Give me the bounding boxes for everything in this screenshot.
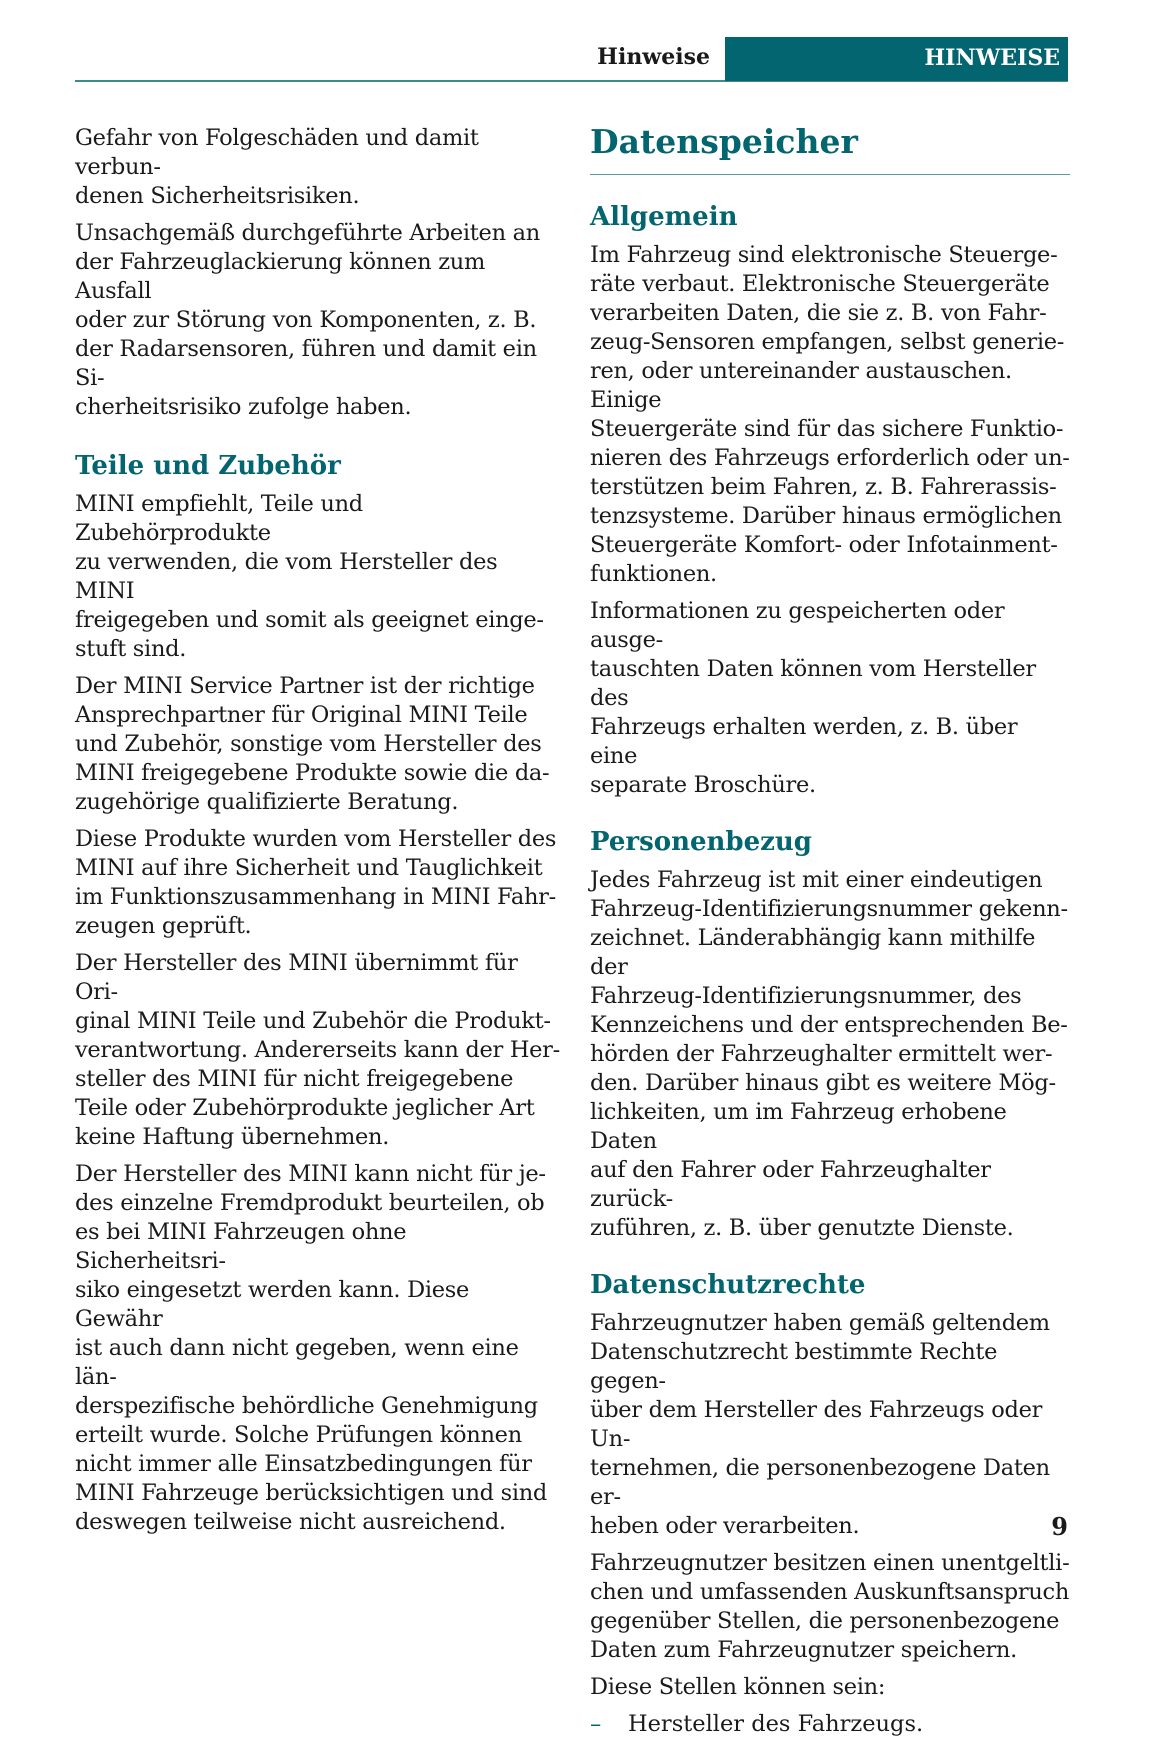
paragraph: Diese Stellen können sein: — [590, 1674, 886, 1700]
right-column — [590, 120, 1070, 1739]
page-number: 9 — [1051, 1512, 1068, 1541]
section-heading-personenbezug: Personenbezug — [590, 827, 812, 857]
list-item — [590, 1710, 1070, 1739]
header-chapter-tab — [725, 37, 1068, 81]
section-heading-datenschutzrechte: Datenschutzrechte — [590, 1270, 866, 1300]
section-heading-allgemein: Allgemein — [590, 202, 738, 232]
left-column — [75, 124, 560, 1545]
paragraph: Der Hersteller des MINI übernimmt für Ori- ginal MINI Teile und Zubehör die Produkt- verantwortung. Andererseits kann der Her- steller des MINI für nicht freigegebene Teile oder Zubehörprodukte jeglicher Art keine Haftung übernehmen. — [75, 950, 560, 1150]
paragraph: Der MINI Service Partner ist der richtige Ansprechpartner für Original MINI Teile und Zubehör, sonstige vom Hersteller des MINI freigegebene Produkte sowie die da- zugehörige qualifizierte Beratung. — [75, 673, 550, 815]
paragraph: Jedes Fahrzeug ist mit einer eindeutigen Fahrzeug-Identifizierungsnummer gekenn- zeichnet. Länderabhängig kann mithilfe der Fahrzeug-Identifizierungsnummer, des Kennzeichens und der entsprechenden Be- hörden der Fahrzeughalter ermittelt wer- den. Darüber hinaus gibt es weitere Mög- lichkeiten, um im Fahrzeug erhobene Daten auf den Fahrer oder Fahrzeughalter zurück- zuführen, z. B. über genutzte Dienste. — [590, 867, 1068, 1241]
paragraph: Gefahr von Folgeschäden und damit verbun- denen Sicherheitsrisiken. — [75, 125, 479, 209]
paragraph: Der Hersteller des MINI kann nicht für je- des einzelne Fremdprodukt beurteilen, ob es bei MINI Fahrzeugen ohne Sicherheitsri- siko eingesetzt werden kann. Diese Gewähr ist auch dann nicht gegeben, wenn eine län- derspezifische behördliche Genehmigung erteilt wurde. Solche Prüfungen können nicht immer alle Einsatzbedingungen für MINI Fahrzeuge berücksichtigen und sind deswegen teilweise nicht ausreichend. — [75, 1161, 548, 1535]
header-chapter-title: HINWEISE — [924, 45, 1060, 71]
dash-bullet-icon: – — [590, 1711, 602, 1737]
section-heading-teile: Teile und Zubehör — [75, 451, 341, 481]
paragraph: Im Fahrzeug sind elektronische Steuerge- räte verbaut. Elektronische Steuergeräte verarbeiten Daten, die sie z. B. von Fahr- zeug-Sensoren empfangen, selbst generie- ren, oder untereinander austauschen. Einige Steuergeräte sind für das sichere Funktio- nieren des Fahrzeugs erforderlich oder un- terstützen beim Fahren, z. B. Fahrerassis- tenzsysteme. Darüber hinaus ermöglichen Steuergeräte Komfort- oder Infotainment- funktionen. — [590, 242, 1070, 587]
paragraph: MINI empfiehlt, Teile und Zubehörprodukte zu verwenden, die vom Hersteller des MINI freigegeben und somit als geeignet einge- stuft sind. — [75, 491, 544, 662]
paragraph: Fahrzeugnutzer haben gemäß geltendem Datenschutzrecht bestimmte Rechte gegen- über dem Hersteller des Fahrzeugs oder Un- ternehmen, die personenbezogene Daten er- heben oder verarbeiten. — [590, 1310, 1050, 1539]
list-item-text: Hersteller des Fahrzeugs. — [628, 1711, 924, 1737]
paragraph: Unsachgemäß durchgeführte Arbeiten an der Fahrzeuglackierung können zum Ausfall oder zur Störung von Komponenten, z. B. der Radarsensoren, führen und damit ein Si- cherheitsrisiko zufolge haben. — [75, 220, 540, 420]
paragraph: Fahrzeugnutzer besitzen einen unentgeltli- chen und umfassenden Auskunftsanspruch gegenüber Stellen, die personenbezogene Daten zum Fahrzeugnutzer speichern. — [590, 1550, 1070, 1663]
paragraph: Diese Produkte wurden vom Hersteller des MINI auf ihre Sicherheit und Tauglichkeit im Funktionszusammenhang in MINI Fahr- zeugen geprüft. — [75, 826, 557, 939]
header-section-title: Hinweise — [597, 44, 710, 70]
paragraph: Informationen zu gespeicherten oder ausge- tauschten Daten können vom Hersteller des Fahrzeugs erhalten werden, z. B. über eine separate Broschüre. — [590, 598, 1036, 798]
page-title: Datenspeicher — [590, 120, 1070, 175]
